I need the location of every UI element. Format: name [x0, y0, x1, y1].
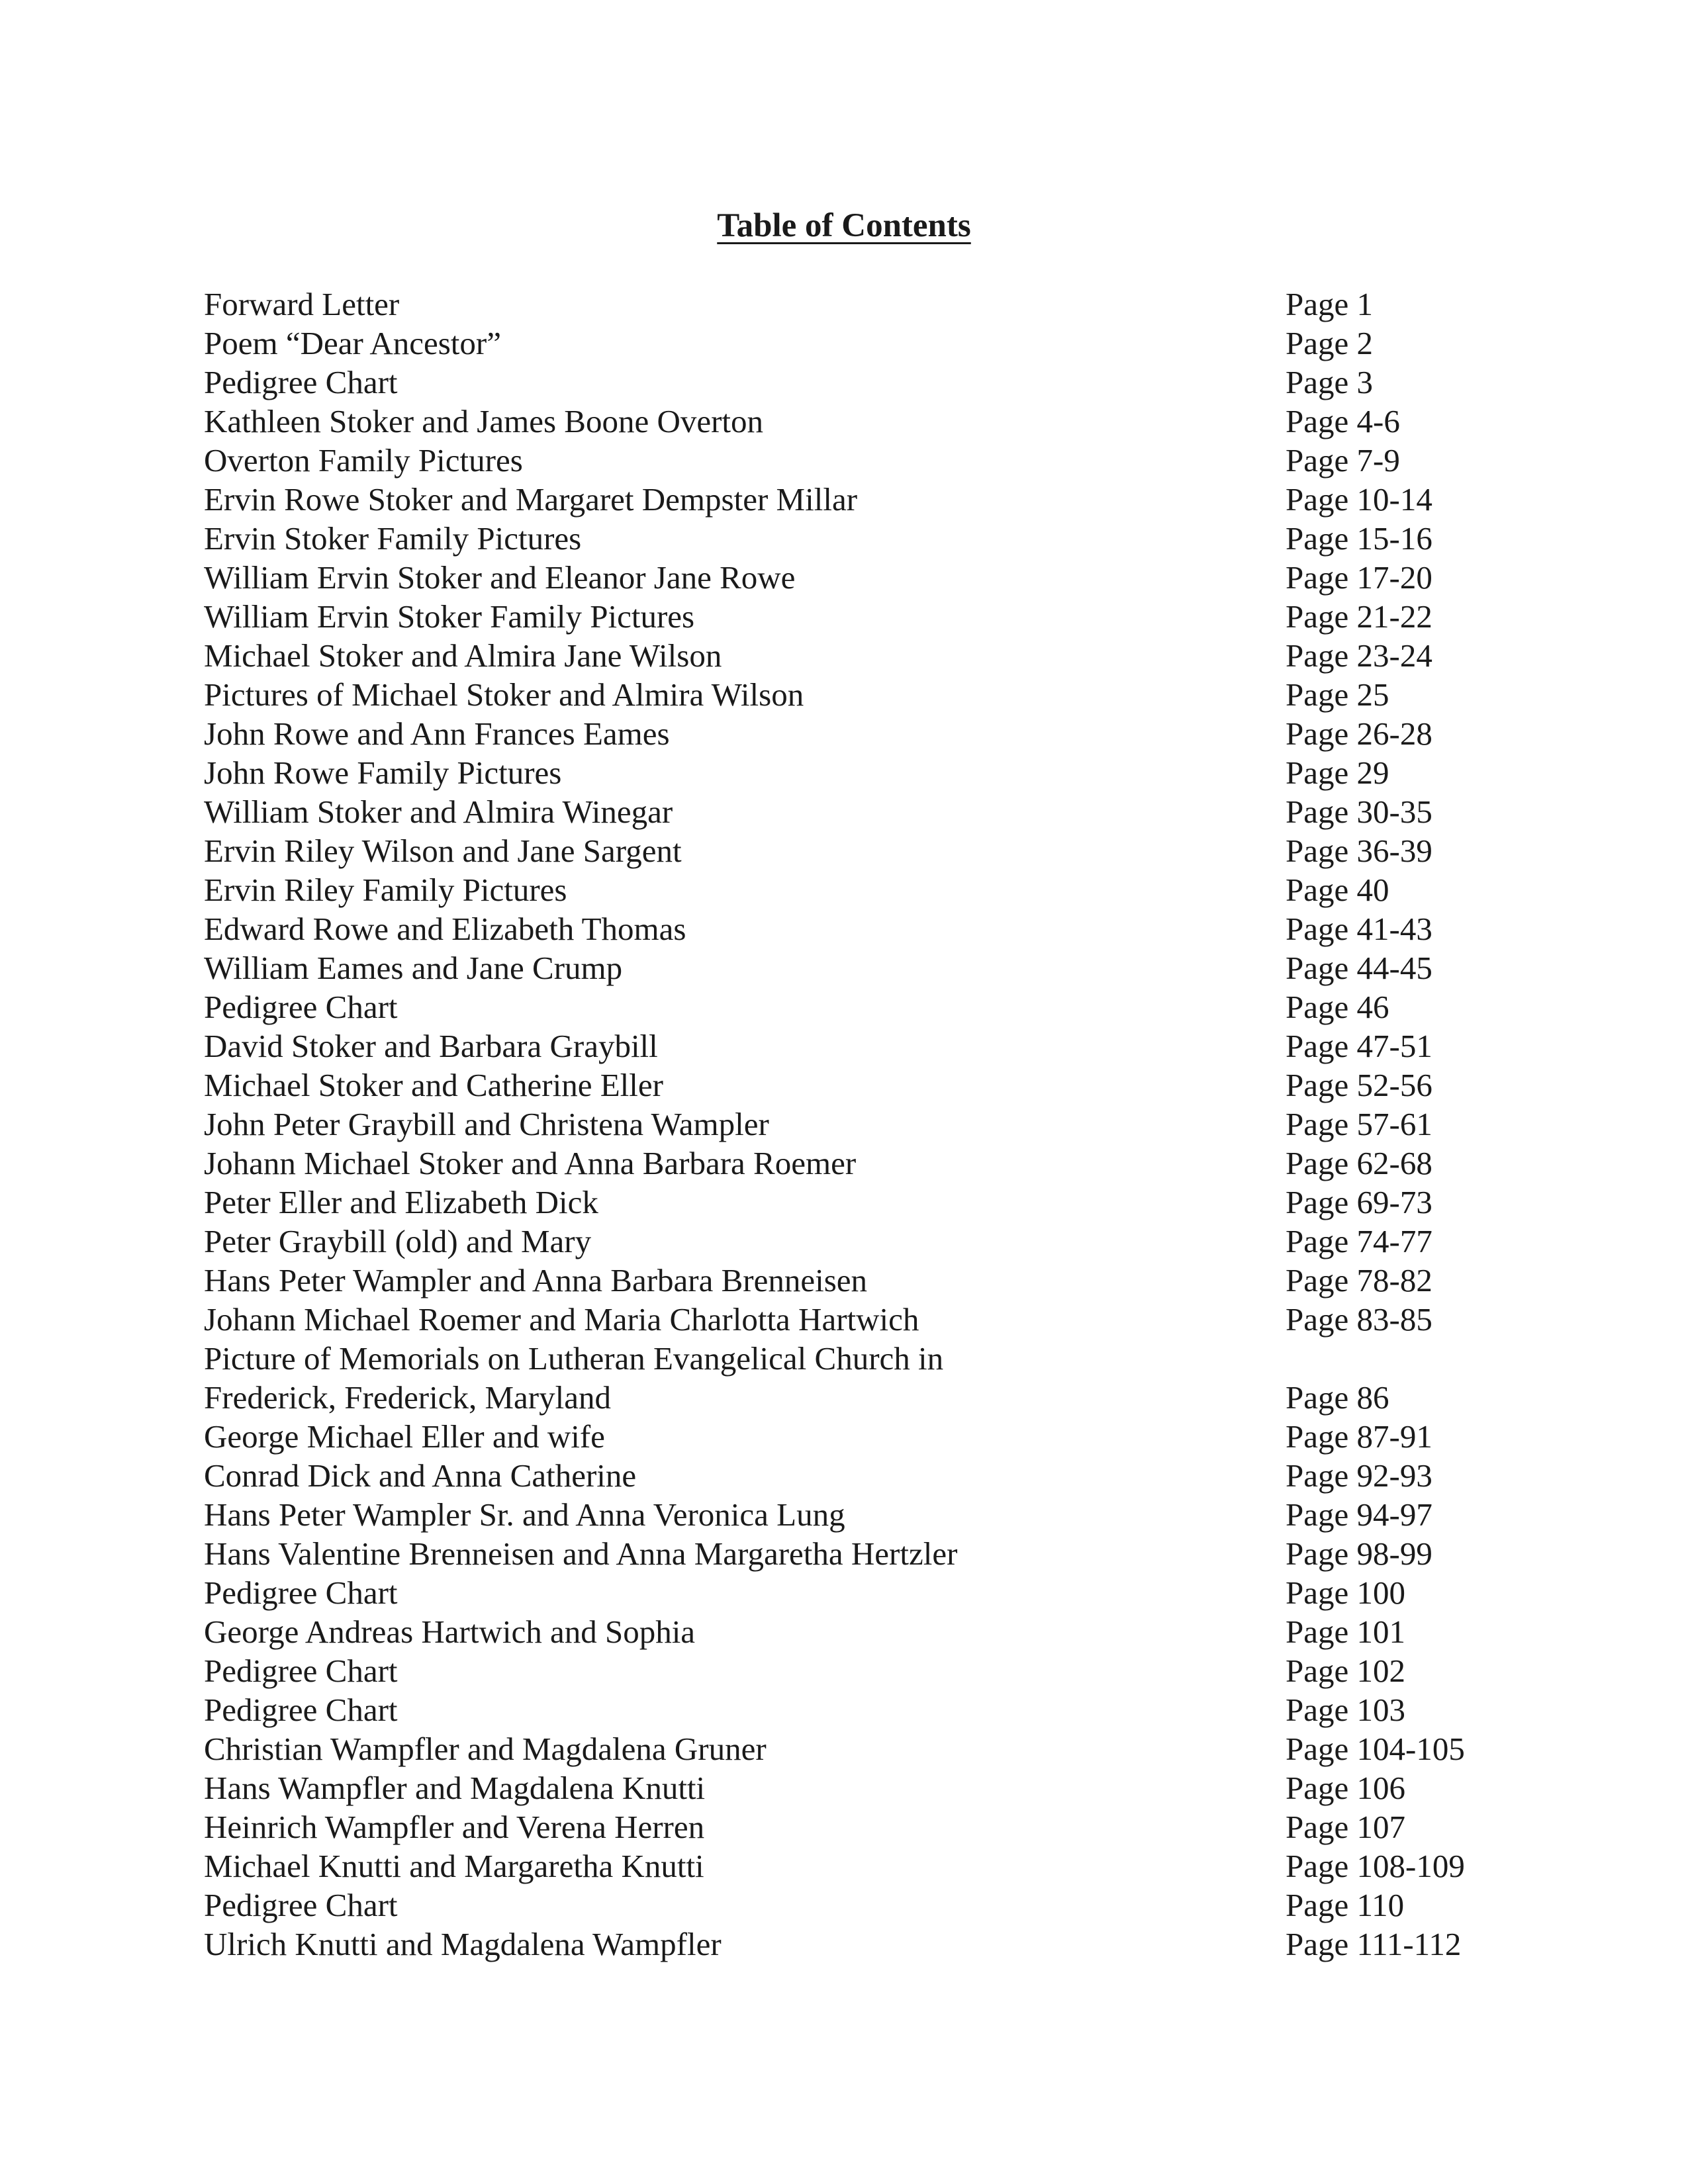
toc-entry-title: Edward Rowe and Elizabeth Thomas — [204, 911, 686, 947]
toc-entry — [204, 363, 1528, 402]
toc-entry-title: Hans Valentine Brenneisen and Anna Margaretha Hertzler — [204, 1535, 958, 1572]
toc-entry-page: Page 41-43 — [1286, 911, 1432, 947]
toc-entry-title: Peter Eller and Elizabeth Dick — [204, 1184, 598, 1220]
toc-entry-title: Ervin Riley Family Pictures — [204, 872, 567, 908]
toc-entry-title: Forward Letter — [204, 286, 400, 322]
toc-entry-page: Page 103 — [1286, 1692, 1405, 1728]
toc-entry — [204, 870, 1528, 909]
toc-entry-page: Page 29 — [1286, 754, 1389, 791]
toc-entry-title: Hans Peter Wampler Sr. and Anna Veronica Lung — [204, 1496, 845, 1533]
toc-entry — [204, 519, 1528, 558]
toc-entry-title: David Stoker and Barbara Graybill — [204, 1028, 658, 1064]
toc-entry-page: Page 92-93 — [1286, 1457, 1432, 1494]
toc-entry-page: Page 111-112 — [1286, 1926, 1462, 1962]
toc-entry-page: Page 46 — [1286, 989, 1389, 1025]
toc-entry-page: Page 62-68 — [1286, 1145, 1432, 1181]
toc-entry — [204, 987, 1528, 1026]
toc-entry-title: Pedigree Chart — [204, 1653, 398, 1689]
toc-entry-page: Page 83-85 — [1286, 1301, 1432, 1338]
toc-entry-title: William Eames and Jane Crump — [204, 950, 623, 986]
toc-entry — [204, 1651, 1528, 1690]
toc-entry — [204, 1339, 1528, 1417]
toc-entry-title: Hans Peter Wampler and Anna Barbara Brenneisen — [204, 1262, 868, 1298]
toc-entry-title: Ervin Stoker Family Pictures — [204, 520, 582, 557]
toc-entry-title: Conrad Dick and Anna Catherine — [204, 1457, 637, 1494]
toc-entry-page: Page 78-82 — [1286, 1262, 1432, 1298]
toc-entry-title: Pictures of Michael Stoker and Almira Wilson — [204, 676, 804, 713]
page-title: Table of Contents — [717, 207, 971, 244]
toc-entry-title: Christian Wampfler and Magdalena Gruner — [204, 1731, 767, 1767]
toc-entry-page: Page 23-24 — [1286, 637, 1432, 674]
toc-entry-page: Page 74-77 — [1286, 1223, 1432, 1259]
toc-entry-page: Page 110 — [1286, 1887, 1405, 1923]
toc-entry-page: Page 108-109 — [1286, 1848, 1465, 1884]
toc-entry — [204, 1300, 1528, 1339]
toc-entry-page: Page 30-35 — [1286, 794, 1432, 830]
toc-entry — [204, 1612, 1528, 1651]
toc-entry — [204, 558, 1528, 597]
toc-entry-page: Page 40 — [1286, 872, 1389, 908]
toc-entry-title: Michael Stoker and Almira Jane Wilson — [204, 637, 722, 674]
toc-entry-page: Page 101 — [1286, 1614, 1405, 1650]
toc-entry-page: Page 1 — [1286, 286, 1373, 322]
toc-entry-page: Page 2 — [1286, 325, 1373, 361]
toc-entry-title: Michael Stoker and Catherine Eller — [204, 1067, 663, 1103]
toc-entry — [204, 1417, 1528, 1456]
toc-entry — [204, 441, 1528, 480]
toc-entry-page: Page 4-6 — [1286, 403, 1400, 439]
toc-entry-title: Pedigree Chart — [204, 1574, 398, 1611]
toc-entry — [204, 792, 1528, 831]
toc-entry-page: Page 94-97 — [1286, 1496, 1432, 1533]
toc-entry-page: Page 57-61 — [1286, 1106, 1432, 1142]
toc-entry-title: George Michael Eller and wife — [204, 1418, 605, 1455]
toc-entry — [204, 285, 1528, 324]
toc-entry-page: Page 25 — [1286, 676, 1389, 713]
toc-entry — [204, 324, 1528, 363]
table-of-contents-list — [204, 285, 1528, 1964]
toc-entry-title: Pedigree Chart — [204, 364, 398, 400]
toc-entry-title: Pedigree Chart — [204, 1692, 398, 1728]
toc-entry-title: Ervin Riley Wilson and Jane Sargent — [204, 833, 682, 869]
toc-entry-page: Page 21-22 — [1286, 598, 1432, 635]
toc-entry-page: Page 107 — [1286, 1809, 1405, 1845]
toc-entry-page: Page 15-16 — [1286, 520, 1432, 557]
toc-entry — [204, 636, 1528, 675]
toc-entry-page: Page 17-20 — [1286, 559, 1432, 596]
toc-entry-page: Page 98-99 — [1286, 1535, 1432, 1572]
toc-entry — [204, 480, 1528, 519]
toc-entry — [204, 1026, 1528, 1066]
toc-entry — [204, 675, 1528, 714]
toc-entry — [204, 1846, 1528, 1886]
toc-entry — [204, 1105, 1528, 1144]
toc-entry-title: William Ervin Stoker Family Pictures — [204, 598, 695, 635]
toc-entry-title: Johann Michael Stoker and Anna Barbara Roemer — [204, 1145, 857, 1181]
toc-entry-title: John Rowe Family Pictures — [204, 754, 562, 791]
toc-entry — [204, 1729, 1528, 1768]
toc-entry-title: Michael Knutti and Margaretha Knutti — [204, 1848, 704, 1884]
toc-entry — [204, 1456, 1528, 1495]
toc-entry-title: Ervin Rowe Stoker and Margaret Dempster Millar — [204, 481, 858, 518]
toc-entry-page: Page 44-45 — [1286, 950, 1432, 986]
toc-entry-page: Page 69-73 — [1286, 1184, 1432, 1220]
toc-entry — [204, 1495, 1528, 1534]
toc-entry — [204, 1768, 1528, 1807]
toc-entry — [204, 714, 1528, 753]
toc-entry — [204, 1925, 1528, 1964]
toc-entry-page: Page 87-91 — [1286, 1418, 1432, 1455]
toc-entry-title: Overton Family Pictures — [204, 442, 523, 478]
toc-entry — [204, 753, 1528, 792]
toc-entry-title: John Rowe and Ann Frances Eames — [204, 715, 670, 752]
toc-entry — [204, 597, 1528, 636]
toc-entry-page: Page 86 — [1286, 1379, 1389, 1416]
toc-entry-title: John Peter Graybill and Christena Wampler — [204, 1106, 769, 1142]
toc-entry — [204, 1183, 1528, 1222]
toc-entry-page: Page 100 — [1286, 1574, 1405, 1611]
toc-entry-title: George Andreas Hartwich and Sophia — [204, 1614, 696, 1650]
toc-entry-page: Page 47-51 — [1286, 1028, 1432, 1064]
toc-entry-title: Pedigree Chart — [204, 989, 398, 1025]
toc-entry — [204, 1222, 1528, 1261]
toc-entry-title: Picture of Memorials on Lutheran Evangelical Church in Frederick, Frederick, Maryland — [204, 1340, 944, 1416]
toc-entry — [204, 1261, 1528, 1300]
toc-entry-title: William Ervin Stoker and Eleanor Jane Rowe — [204, 559, 796, 596]
toc-entry — [204, 948, 1528, 987]
toc-entry — [204, 1573, 1528, 1612]
toc-entry-title: William Stoker and Almira Winegar — [204, 794, 673, 830]
toc-entry-page: Page 3 — [1286, 364, 1373, 400]
toc-entry-page: Page 7-9 — [1286, 442, 1400, 478]
toc-entry — [204, 402, 1528, 441]
toc-entry-page: Page 10-14 — [1286, 481, 1432, 518]
toc-entry-title: Peter Graybill (old) and Mary — [204, 1223, 592, 1259]
toc-entry-page: Page 106 — [1286, 1770, 1405, 1806]
toc-entry — [204, 1690, 1528, 1729]
toc-entry — [204, 1534, 1528, 1573]
toc-entry-page: Page 36-39 — [1286, 833, 1432, 869]
toc-entry-title: Heinrich Wampfler and Verena Herren — [204, 1809, 705, 1845]
toc-entry — [204, 1066, 1528, 1105]
toc-entry-title: Hans Wampfler and Magdalena Knutti — [204, 1770, 706, 1806]
toc-entry — [204, 1144, 1528, 1183]
toc-entry-page: Page 26-28 — [1286, 715, 1432, 752]
toc-entry — [204, 831, 1528, 870]
toc-entry — [204, 1807, 1528, 1846]
toc-entry-page: Page 52-56 — [1286, 1067, 1432, 1103]
toc-entry-title: Kathleen Stoker and James Boone Overton — [204, 403, 764, 439]
toc-entry-title: Ulrich Knutti and Magdalena Wampfler — [204, 1926, 722, 1962]
toc-entry-title: Pedigree Chart — [204, 1887, 398, 1923]
toc-entry-title: Poem “Dear Ancestor” — [204, 325, 501, 361]
toc-entry — [204, 909, 1528, 948]
toc-entry-page: Page 104-105 — [1286, 1731, 1465, 1767]
toc-entry — [204, 1886, 1528, 1925]
toc-entry-title: Johann Michael Roemer and Maria Charlotta Hartwich — [204, 1301, 919, 1338]
toc-entry-page: Page 102 — [1286, 1653, 1405, 1689]
